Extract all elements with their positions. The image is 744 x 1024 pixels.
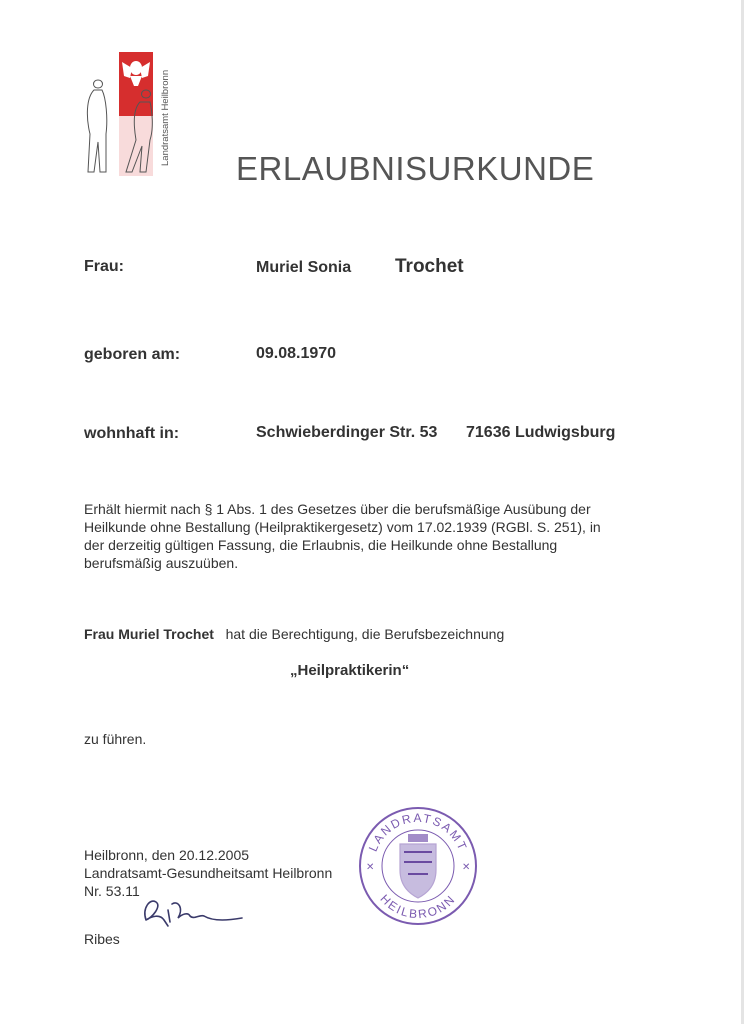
svg-text:✕: ✕ bbox=[462, 862, 471, 873]
signer-name: Ribes bbox=[84, 931, 120, 947]
entitlement-line bbox=[84, 626, 504, 642]
street-address: Schwieberdinger Str. 53 bbox=[256, 424, 438, 441]
place-date: Heilbronn, den 20.12.2005 bbox=[84, 847, 250, 863]
stamp-bottom-text: HEILBRONN bbox=[377, 891, 459, 922]
paragraph-line: der derzeitig gültigen Fassung, die Erlaubnis, die Heilkunde ohne Bestallung bbox=[84, 537, 558, 553]
paragraph-line: Heilkunde ohne Bestallung (Heilpraktikergesetz) vom 17.02.1939 (RGBl. S. 251), in bbox=[84, 519, 601, 535]
permission-paragraph bbox=[84, 500, 644, 572]
reference-number: Nr. 53.11 bbox=[84, 883, 140, 899]
holder-text: hat die Berechtigung, die Berufsbezeichnung bbox=[225, 626, 505, 642]
city-address: 71636 Ludwigsburg bbox=[466, 424, 616, 441]
official-stamp bbox=[356, 804, 480, 928]
signature bbox=[138, 890, 248, 932]
residence-label: wohnhaft in: bbox=[84, 425, 180, 442]
surname: Trochet bbox=[395, 256, 464, 277]
paragraph-line: Erhält hiermit nach § 1 Abs. 1 des Gesetzes über die berufsmäßige Ausübung der bbox=[84, 501, 591, 517]
svg-text:✕: ✕ bbox=[366, 862, 375, 873]
paragraph-line: berufsmäßig auszuüben. bbox=[84, 555, 239, 571]
first-names: Muriel Sonia bbox=[256, 259, 352, 276]
birth-date: 09.08.1970 bbox=[256, 345, 337, 362]
stamp-top-text: LANDRATSAMT bbox=[365, 811, 471, 854]
professional-title: „Heilpraktikerin“ bbox=[290, 662, 410, 679]
closing-text: zu führen. bbox=[84, 731, 147, 747]
logo-caption: Landratsamt Heilbronn bbox=[160, 69, 171, 166]
landratsamt-logo bbox=[80, 48, 176, 180]
issuing-office: Landratsamt-Gesundheitsamt Heilbronn bbox=[84, 865, 333, 881]
document-title: ERLAUBNISURKUNDE bbox=[236, 150, 595, 188]
holder-name: Frau Muriel Trochet bbox=[84, 626, 214, 642]
salutation-label: Frau: bbox=[84, 258, 124, 275]
born-label: geboren am: bbox=[84, 346, 181, 363]
